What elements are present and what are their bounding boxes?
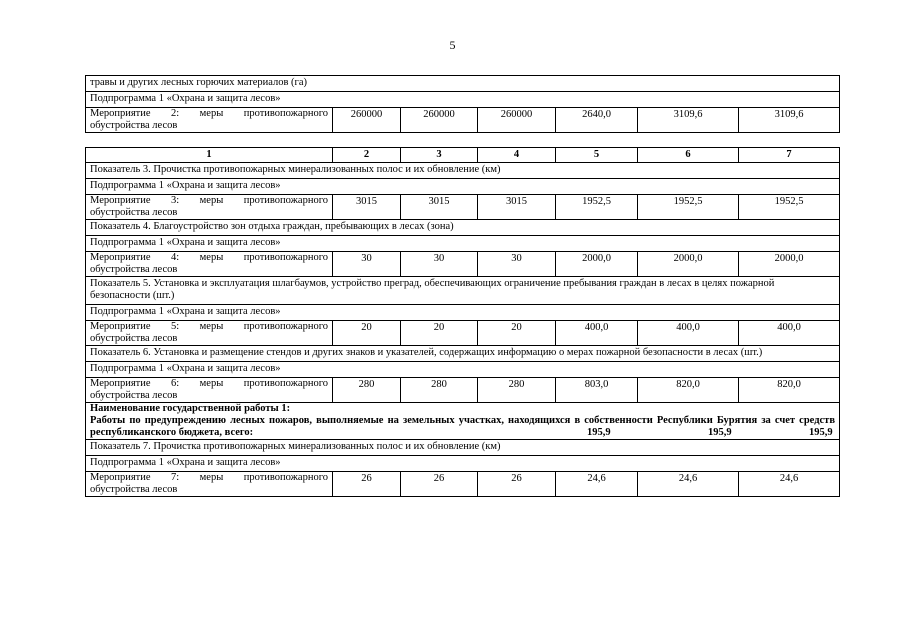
column-number: 4 [478, 148, 556, 163]
table-cell: 20 [401, 321, 478, 346]
table-cell: 2000,0 [638, 252, 739, 277]
total-value: 195,9 [809, 427, 833, 438]
column-number: 2 [333, 148, 401, 163]
section-heading: Показатель 7. Прочистка противопожарных минерализованных полос и их обновление (км) [86, 440, 840, 456]
table-row [86, 92, 840, 108]
table-cell: 400,0 [638, 321, 739, 346]
table-cell: 24,6 [556, 472, 638, 497]
table-row [86, 220, 840, 236]
table-row [86, 456, 840, 472]
column-number: 5 [556, 148, 638, 163]
table-cell: 400,0 [739, 321, 840, 346]
state-work-description: Работы по предупреждению лесных пожаров, выполняемые на земельных участках, находящихся в собственности Республики Бурятия за счет средств республиканского бюджета, всего: [90, 415, 835, 438]
table-cell: 260000 [333, 108, 401, 133]
section-heading: Показатель 4. Благоустройство зон отдыха граждан, пребывающих в лесах (зона) [86, 220, 840, 236]
measure-label: Мероприятие 7: меры противопожарного обустройства лесов [86, 472, 333, 497]
section-heading: Подпрограмма 1 «Охрана и защита лесов» [86, 305, 840, 321]
table-row [86, 403, 840, 440]
column-header-row [86, 148, 840, 163]
table-row [86, 195, 840, 220]
total-value: 195,9 [587, 427, 611, 438]
state-work-block [86, 403, 840, 440]
table-cell: 280 [478, 378, 556, 403]
table-cell: 400,0 [556, 321, 638, 346]
state-work-totals [90, 427, 835, 439]
column-number: 1 [86, 148, 333, 163]
table-row [86, 252, 840, 277]
table-cell: 30 [401, 252, 478, 277]
section-heading: Подпрограмма 1 «Охрана и защита лесов» [86, 362, 840, 378]
section-heading: Подпрограмма 1 «Охрана и защита лесов» [86, 456, 840, 472]
table-row [86, 163, 840, 179]
table-cell: 820,0 [739, 378, 840, 403]
table-row [86, 236, 840, 252]
column-number: 7 [739, 148, 840, 163]
table-cell: 24,6 [739, 472, 840, 497]
table-row [86, 108, 840, 133]
table-row [86, 277, 840, 305]
table-row [86, 179, 840, 195]
table-cell: 2000,0 [556, 252, 638, 277]
state-work-title: Наименование государственной работы 1: [90, 403, 291, 414]
table-cell: 1952,5 [556, 195, 638, 220]
table-cell: 260000 [401, 108, 478, 133]
table-cell: 3015 [401, 195, 478, 220]
table-cell: 30 [478, 252, 556, 277]
table-cell: 30 [333, 252, 401, 277]
table-cell: 2640,0 [556, 108, 638, 133]
table-row [86, 305, 840, 321]
table-row [86, 321, 840, 346]
table-cell: 26 [478, 472, 556, 497]
section-heading: Подпрограмма 1 «Охрана и защита лесов» [86, 92, 840, 108]
table-cell: 280 [401, 378, 478, 403]
measure-label: Мероприятие 4: меры противопожарного обустройства лесов [86, 252, 333, 277]
measure-label: Мероприятие 5: меры противопожарного обустройства лесов [86, 321, 333, 346]
table-row [86, 440, 840, 456]
table-cell: 260000 [478, 108, 556, 133]
table-cell: 20 [333, 321, 401, 346]
table-cell: 26 [333, 472, 401, 497]
table-row [86, 76, 840, 92]
table-row [86, 472, 840, 497]
table-cell: 1952,5 [739, 195, 840, 220]
table-cell: 280 [333, 378, 401, 403]
table-row [86, 378, 840, 403]
measure-label: Мероприятие 3: меры противопожарного обустройства лесов [86, 195, 333, 220]
section-heading: Подпрограмма 1 «Охрана и защита лесов» [86, 179, 840, 195]
table-cell: 20 [478, 321, 556, 346]
column-number: 3 [401, 148, 478, 163]
table-continued [85, 75, 840, 133]
table-cell: 26 [401, 472, 478, 497]
total-value: 195,9 [708, 427, 732, 438]
measure-label: Мероприятие 2: меры противопожарного обустройства лесов [86, 108, 333, 133]
section-heading: Показатель 3. Прочистка противопожарных минерализованных полос и их обновление (км) [86, 163, 840, 179]
section-heading: Показатель 6. Установка и размещение стендов и других знаков и указателей, содержащих информацию о мерах пожарной безопасности в лесах (шт.) [86, 346, 840, 362]
measure-label: Мероприятие 6: меры противопожарного обустройства лесов [86, 378, 333, 403]
table-main [85, 147, 840, 497]
table-cell: 3015 [333, 195, 401, 220]
table-row [86, 346, 840, 362]
section-heading: Подпрограмма 1 «Охрана и защита лесов» [86, 236, 840, 252]
table-cell: 3015 [478, 195, 556, 220]
table-cell: 1952,5 [638, 195, 739, 220]
table-cell: 3109,6 [739, 108, 840, 133]
page-number: 5 [449, 38, 456, 52]
section-heading: Показатель 5. Установка и эксплуатация шлагбаумов, устройство преград, обеспечивающих ограничение пребывания граждан в лесах в целях пожарной безопасности (шт.) [86, 277, 840, 305]
table-cell: 820,0 [638, 378, 739, 403]
table-cell: 3109,6 [638, 108, 739, 133]
table-cell: 2000,0 [739, 252, 840, 277]
section-heading: травы и других лесных горючих материалов (га) [86, 76, 840, 92]
table-cell: 803,0 [556, 378, 638, 403]
table-row [86, 362, 840, 378]
table-cell: 24,6 [638, 472, 739, 497]
column-number: 6 [638, 148, 739, 163]
